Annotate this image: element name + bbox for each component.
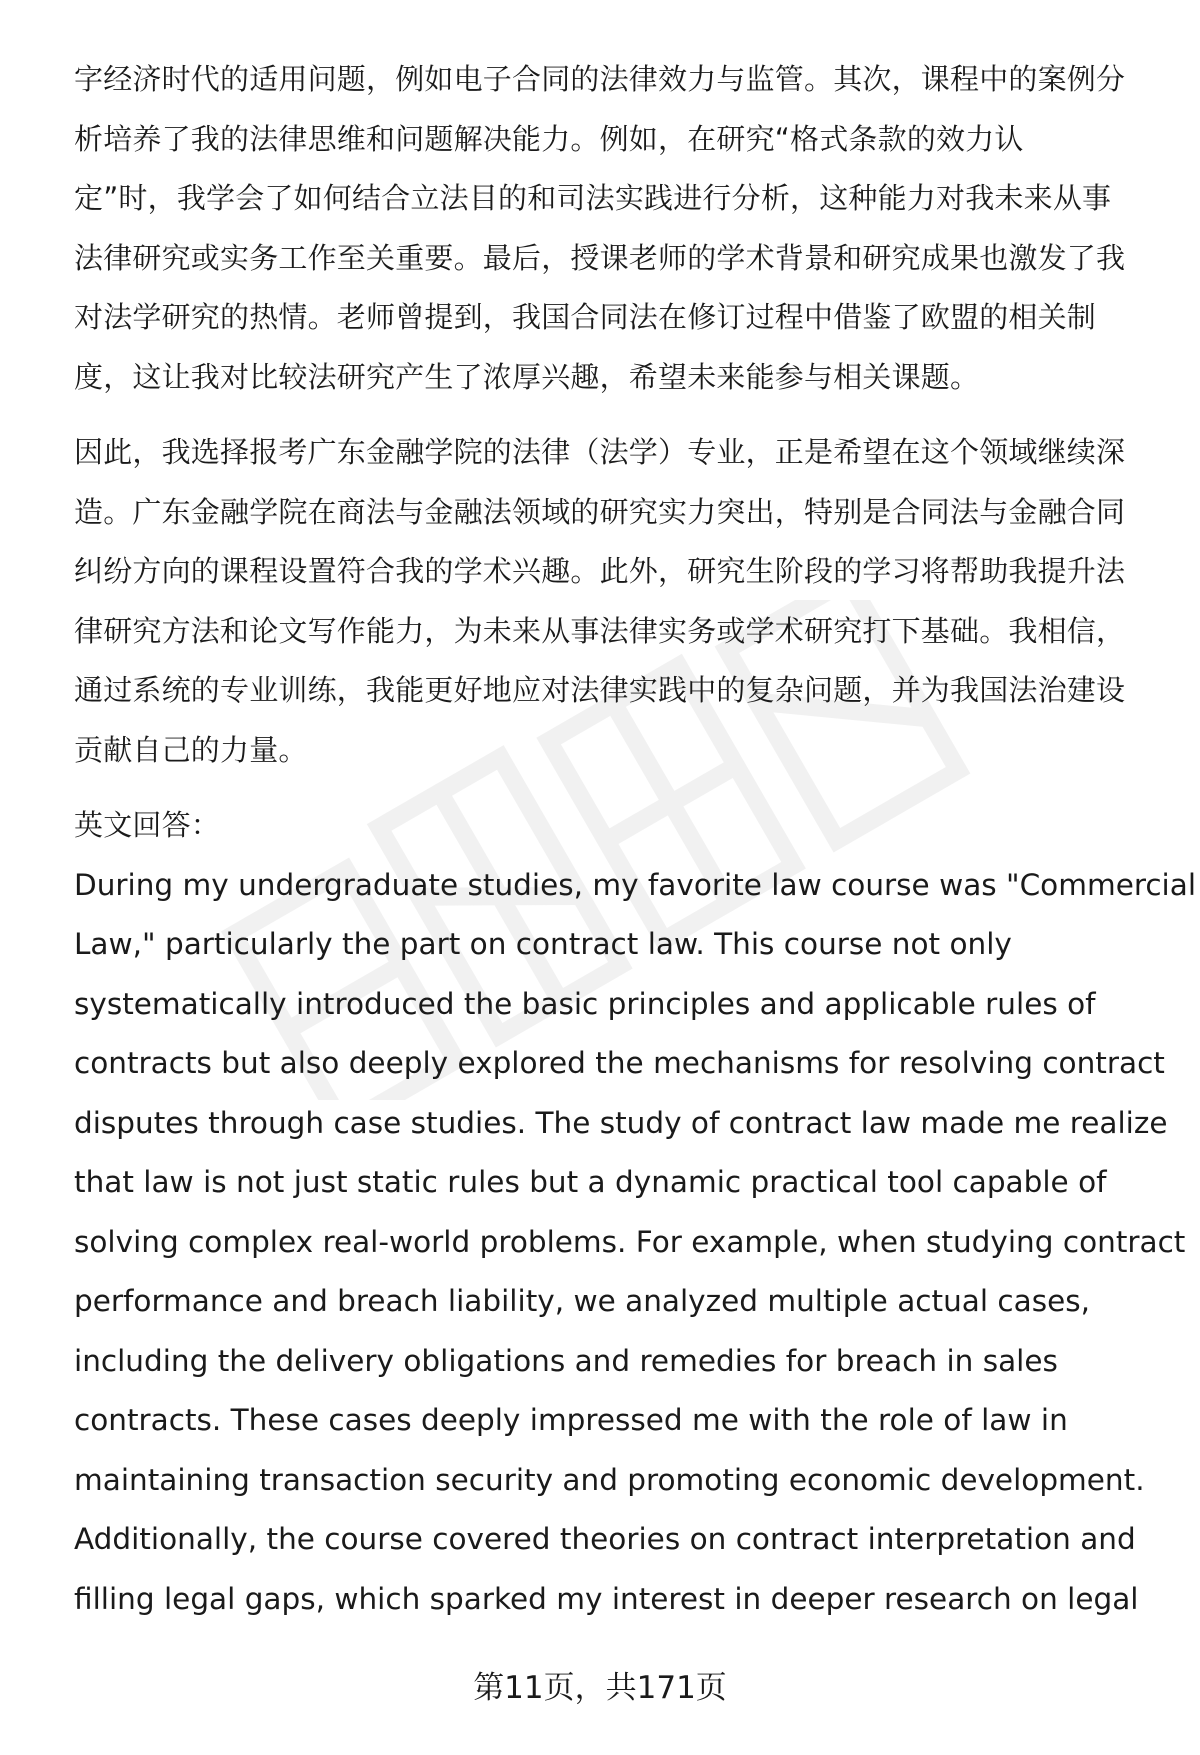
text-line: performance and breach liability, we analyzed multiple actual cases, <box>74 1284 1090 1318</box>
english-answer-heading: 英文回答： <box>74 808 221 842</box>
english-answer-paragraph <box>74 856 1197 1630</box>
chinese-paragraph-2 <box>74 423 1144 780</box>
text-line: maintaining transaction security and promoting economic development. <box>74 1462 1145 1497</box>
paragraph-spacer <box>74 780 1144 796</box>
chinese-paragraph-1 <box>74 50 1144 407</box>
text-line: solving complex real-world problems. For example, when studying contract <box>74 1224 1186 1259</box>
text-line: 度，这让我对比较法研究产生了浓厚兴趣，希望未来能参与相关课题。 <box>74 359 980 394</box>
text-line: 律研究方法和论文写作能力，为未来从事法律实务或学术研究打下基础。我相信， <box>74 613 1126 648</box>
text-line: 法律研究或实务工作至关重要。最后，授课老师的学术背景和研究成果也激发了我 <box>74 240 1126 275</box>
text-line: 通过系统的专业训练，我能更好地应对法律实践中的复杂问题，并为我国法治建设 <box>74 673 1126 707</box>
text-line: filling legal gaps, which sparked my interest in deeper research on legal <box>74 1581 1139 1616</box>
text-line: contracts but also deeply explored the mechanisms for resolving contract <box>74 1046 1165 1080</box>
text-line: 造。广东金融学院在商法与金融法领域的研究实力突出，特别是合同法与金融合同 <box>74 494 1126 529</box>
text-line: that law is not just static rules but a dynamic practical tool capable of <box>74 1165 1107 1199</box>
text-line: Additionally, the course covered theories on contract interpretation and <box>74 1522 1136 1556</box>
paragraph-spacer <box>74 407 1144 423</box>
text-line: 析培养了我的法律思维和问题解决能力。例如，在研究“格式条款的效力认 <box>74 121 1024 156</box>
text-line: systematically introduced the basic principles and applicable rules of <box>74 986 1096 1021</box>
text-line: 对法学研究的热情。老师曾提到，我国合同法在修订过程中借鉴了欧盟的相关制 <box>74 300 1097 334</box>
text-line: contracts. These cases deeply impressed me with the role of law in <box>74 1403 1068 1437</box>
text-line: disputes through case studies. The study of contract law made me realize <box>74 1105 1168 1140</box>
text-line: including the delivery obligations and remedies for breach in sales <box>74 1343 1058 1378</box>
text-line: During my undergraduate studies, my favorite law course was "Commercial <box>74 867 1197 902</box>
text-line: 因此，我选择报考广东金融学院的法律（法学）专业，正是希望在这个领域继续深 <box>74 435 1126 469</box>
text-line: 纠纷方向的课程设置符合我的学术兴趣。此外，研究生阶段的学习将帮助我提升法 <box>74 554 1126 588</box>
document-body <box>74 50 1197 1629</box>
page-indicator: 第11页，共171页 <box>473 1670 727 1706</box>
text-line: 字经济时代的适用问题，例如电子合同的法律效力与监管。其次，课程中的案例分 <box>74 62 1126 96</box>
text-line: 贡献自己的力量。 <box>74 732 308 767</box>
text-line: Law," particularly the part on contract law. This course not only <box>74 927 1012 961</box>
text-line: 定”时，我学会了如何结合立法目的和司法实践进行分析，这种能力对我未来从事 <box>74 181 1112 215</box>
